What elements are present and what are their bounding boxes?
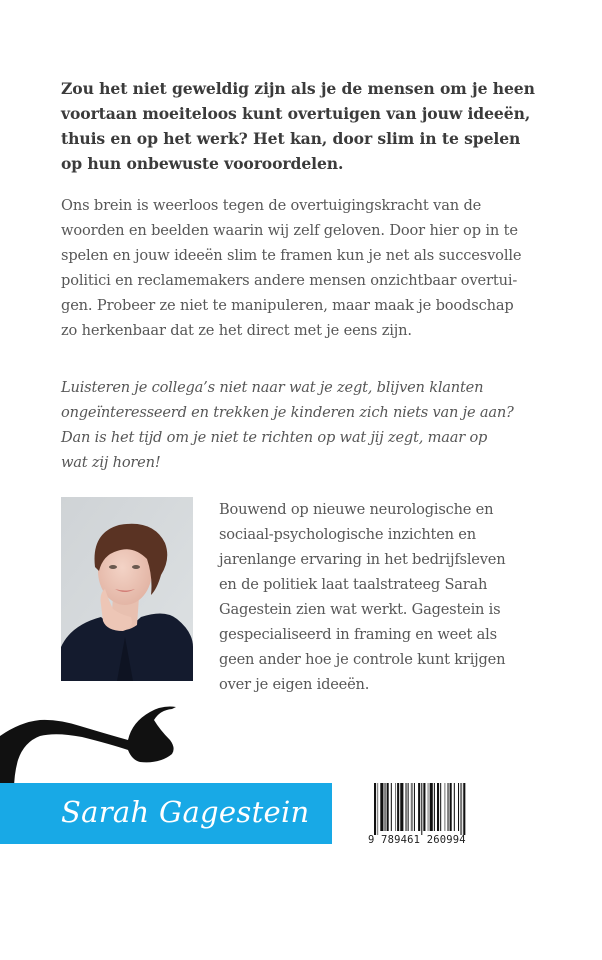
barcode-bar [408, 783, 409, 831]
barcode-bar [411, 783, 413, 831]
isbn-barcode [368, 781, 484, 851]
barcode-bar [463, 783, 465, 835]
bio-line: Bouwend op nieuwe neurologische en [219, 501, 494, 518]
bio-line: jarenlange ervaring in het bedrijfsleven [219, 551, 506, 568]
quote-line: ongeïnteresseerd en trekken je kinderen zich niets van je aan? [61, 404, 514, 421]
intro-paragraph [61, 76, 561, 176]
intro-line: voortaan moeiteloos kunt overtuigen van jouw ideeën, [61, 104, 531, 123]
barcode-bar [400, 783, 403, 831]
bio-line: sociaal-psychologische inzichten en [219, 526, 476, 543]
bio-line: geen ander hoe je controle kunt krijgen [219, 651, 506, 668]
body-paragraph [61, 193, 561, 343]
body-line: Ons brein is weerloos tegen de overtuigingskracht van de [61, 197, 482, 214]
barcode-bar [395, 783, 396, 831]
bio-line: en de politiek laat taalstrateeg Sarah [219, 576, 488, 593]
author-portrait-icon [61, 497, 193, 681]
quote-line: wat zij horen! [61, 454, 161, 471]
body-line: spelen en jouw ideeën slim te framen kun je net als succesvolle [61, 247, 522, 264]
barcode-bar [406, 783, 407, 831]
swan-neck-icon [0, 700, 180, 790]
intro-line: thuis en op het werk? Het kan, door slim in te spelen [61, 129, 521, 148]
author-photo [61, 497, 193, 681]
barcode-bar [421, 783, 422, 835]
quote-line: Luisteren je collega’s niet naar wat je zegt, blijven klanten [61, 379, 484, 396]
barcode-bar [458, 783, 459, 831]
bio-line: gespecialiseerd in framing en weet als [219, 626, 497, 643]
barcode-bar [437, 783, 439, 831]
barcode-bar [444, 783, 445, 831]
author-bio [219, 497, 579, 697]
barcode-bar [460, 783, 462, 835]
barcode-bar [374, 783, 376, 835]
barcode-bar [448, 783, 449, 831]
barcode-bar [423, 783, 425, 831]
body-line: zo herkenbaar dat ze het direct met je eens zijn. [61, 322, 412, 339]
barcode-bar [377, 783, 378, 835]
body-line: gen. Probeer ze niet te manipuleren, maar maak je boodschap [61, 297, 514, 314]
barcode-bar [430, 783, 433, 831]
barcode-bar [418, 783, 420, 831]
barcode-bar [397, 783, 399, 831]
isbn-number: 9 789461 260994 [368, 834, 466, 846]
barcode-bar [428, 783, 429, 831]
author-name-band [0, 783, 332, 844]
barcode-bar [380, 783, 383, 831]
barcode-bar [440, 783, 441, 831]
barcode-bar [414, 783, 415, 831]
barcode-bars-icon [368, 783, 484, 835]
intro-line: Zou het niet geweldig zijn als je de mensen om je heen [61, 79, 535, 98]
barcode-bar [434, 783, 435, 831]
barcode-bar [387, 783, 389, 831]
quote-paragraph [61, 375, 561, 475]
quote-line: Dan is het tijd om je niet te richten op wat jij zegt, maar op [61, 429, 488, 446]
author-name: Sarah Gagestein [61, 795, 310, 829]
bio-line: Gagestein zien wat werkt. Gagestein is [219, 601, 501, 618]
intro-line: op hun onbewuste vooroordelen. [61, 154, 344, 173]
barcode-bar [454, 783, 455, 831]
bio-line: over je eigen ideeën. [219, 676, 370, 693]
body-line: politici en reclamemakers andere mensen onzichtbaar overtui- [61, 272, 518, 289]
barcode-bar [385, 783, 386, 831]
body-line: woorden en beelden waarin wij zelf geloven. Door hier op in te [61, 222, 518, 239]
barcode-bar [391, 783, 392, 831]
barcode-bar [450, 783, 452, 831]
